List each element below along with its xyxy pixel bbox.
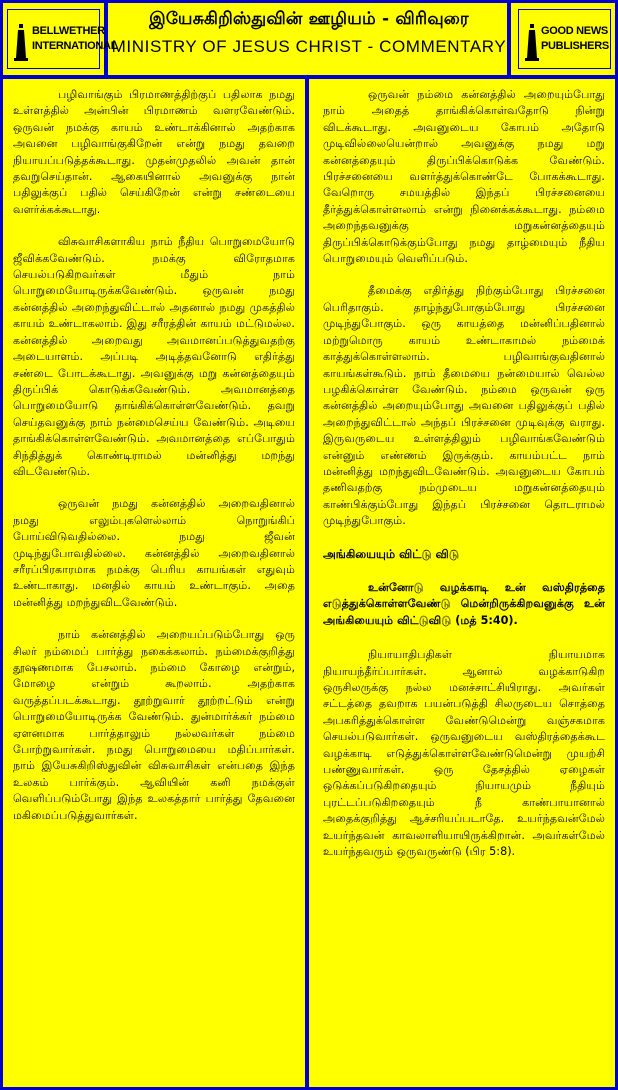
page-header <box>3 3 615 79</box>
lighthouse-icon <box>14 22 28 62</box>
left-logo-line1: BELLWETHER <box>32 25 105 37</box>
content-columns <box>3 79 615 1087</box>
good-news-logo <box>514 3 615 75</box>
scripture-verse: உன்னோடு வழக்காடி உன் வஸ்திரத்தை எடுத்துக்கொள்ளவேண்டு மென்றிருக்கிறவனுக்கு உன் அங்கியையும் விட்டுவிடு (மத் 5:40). <box>323 580 605 627</box>
lighthouse-icon <box>525 22 539 62</box>
paragraph: நியாயாதிபதிகள் நியாயமாக நியாயந்தீர்ப்பார்கள். ஆனால் வழக்காடுகிற ஒருசிலருக்கு நல்ல மனச்சாட்சியிராது. அவர்கள் சட்டத்தை தவறாக பயன்படுத்தி சிலருடைய சொத்தை அபகரித்துக்கொள்ள வேண்டுமென்று வஞ்சகமாக செயல்படுவார்கள். ஒருவனுடைய வஸ்திரத்தைக்கூட வழக்காடி எடுத்துக்கொள்ளவேண்டுமென்று முயற்சி பண்ணுவார்கள். ஒரு தேசத்தில் ஏழைகள் ஒடுக்கப்படுகிறதையும் நியாயமும் நீதியும் புரட்டப்படுகிறதையும் நீ காண்பாயானால் அதைக்குறித்து ஆச்சரியப்படாதே. உயர்ந்தவன்மேல் உயர்ந்தவன் காவலாளியாயிருக்கிறான். அவர்கள்மேல் உயர்ந்தவரும் ஒருவருண்டு (பிர 5:8). <box>323 648 605 859</box>
paragraph: தீமைக்கு எதிர்த்து நிற்கும்போது பிரச்சனை பெரிதாகும். தாழ்ந்துபோகும்போது பிரச்சனை முடிந்துபோகும். ஒரு காயத்தை மன்னிப்பதினால் மற்றுமொரு காயம் உண்டாகாமல் நம்மைக் காத்துக்கொள்ளலாம். பழிவாங்குவதினால் காயங்கள்கூடும். நாம் தீமையை நன்மையால் வெல்ல பழகிக்கொள்ள வேண்டும். நம்மை ஒருவன் ஒரு கன்னத்தில் அறையும்போது அவனை பதிலுக்குப் பதில் அறைந்துவிட்டால் அந்தப் பிரச்சனை முடிவுக்கு வராது. இருவருடைய உள்ளத்திலும் பழிவாங்கவேண்டும் என்னும் எண்ணம் இருக்கும். காயம்பட்ட நாம் மன்னித்து மறந்துவிடவேண்டும். அவனுடைய கோபம் தணிவதற்கு நம்முடைய மறுகன்னத்தையும் காண்பிக்கும்போது இந்தப் பிரச்சனை தொடராமல் முடிந்துபோகும். <box>323 284 605 528</box>
left-column <box>3 79 309 1087</box>
left-logo-line2: INTERNATIONAL <box>32 40 118 52</box>
right-logo-line2: PUBLISHERS <box>541 40 609 52</box>
paragraph: பழிவாங்கும் பிரமாணத்திற்குப் பதிலாக நமது உள்ளத்தில் அன்பின் பிரமாணம் வளரவேண்டும். ஒருவன் நமக்கு காயம் உண்டாக்கினால் அதற்காக அவனை பழிவாங்குகிறேன் என்று நமது தவறை நியாயப்படுத்தக்கூடாது. முதன்முதலில் அவன் தான் தவறுசெய்தான். ஆகையினால் அவனுக்கு நான் பதிலுக்குப் பதில் செய்கிறேன் என்று சண்டையை வளர்க்கக்கூடாது. <box>13 88 295 216</box>
paragraph: ஒருவன் நமது கன்னத்தில் அறைவதினால் நமது எலும்புகளெல்லாம் நொறுங்கிப் போய்விடுவதில்லை. நமது ஜீவன் முடிந்துபோவதில்லை. கன்னத்தில் அறைவதினால் சரீரப்பிரகாரமாக நமக்கு பெரிய காயங்கள் எதுவும் உண்டாகாது. மனதில் காயம் உண்டாகும். அதை மன்னித்து மறந்துவிடவேண்டும். <box>13 497 295 609</box>
title-tamil: இயேசுகிறிஸ்துவின் ஊழியம் - விரிவுரை <box>149 9 469 29</box>
paragraph: நாம் கன்னத்தில் அறையப்படும்போது ஒரு சிலர் நம்மைப் பார்த்து நகைக்கலாம். நம்மைக்குறித்து தூஷணமாக பேசலாம். நம்மை கோழை என்றும், மோழை என்றும் கூறலாம். அதற்காக வருத்தப்படக்கூடாது. தூற்றுவார் தூற்றட்டும் என்று பொறுமையோடிருக்க வேண்டும். துன்மார்க்கர் நம்மை ஏளனமாக பார்த்தாலும் நல்லவர்கள் நம்மை போற்றுவார்கள். நமது பொறுமையை மதிப்பார்கள். நாம் இயேசுகிறிஸ்துவின் விசுவாசிகள் என்பதை இந்த உலகம் பார்க்கும். ஆவியின் கனி நமக்குள் வெளிப்படும்போது இந்த உலகத்தார் பார்த்து தேவனை மகிமைப்படுத்துவார்கள். <box>13 628 295 822</box>
bellwether-logo <box>3 3 118 75</box>
right-logo-line1: GOOD NEWS <box>541 25 608 37</box>
right-column <box>313 79 615 1087</box>
title-english: MINISTRY OF JESUS CHRIST - COMMENTARY <box>111 37 507 56</box>
paragraph: விசுவாசிகளாகிய நாம் நீதிய பொறுமையோடு ஜீவிக்கவேண்டும். நமக்கு விரோதமாக செயல்படுகிறவர்கள் மீதும் நாம் பொறுமையோடிருக்கவேண்டும். ஒருவன் நமது கன்னத்தில் அறைந்துவிட்டால் அதனால் நமது முகத்தில் காயம் உண்டாகலாம். இது சரீரத்தின் காயம் மட்டுமல்ல. கன்னத்தில் அறைவது அவமானப்படுத்துவதற்கு அடையாளம். அப்படி அடித்தவனோடு எதிர்த்து சண்டை போடக்கூடாது. அவனுக்கு மறு கன்னத்தையும் திருப்பிக் கொடுக்கவேண்டும். அவமானத்தை பொறுமையோடு தாங்கிக்கொள்ளவேண்டும். தவறு செய்தவனுக்கு நாம் நன்மைசெய்ய வேண்டும். அடியை தாங்கிக்கொள்ளவேண்டும். அவமானத்தை எப்போதும் சிந்தித்துக் கொண்டிராமல் மன்னித்து மறந்து விடவேண்டும். <box>13 235 295 478</box>
title-block <box>111 3 511 75</box>
section-heading: அங்கியையும் விட்டு விடு <box>323 546 459 561</box>
paragraph: ஒருவன் நம்மை கன்னத்தில் அறையும்போது நாம் அதைத் தாங்கிக்கொள்வதோடு நின்று விடக்கூடாது. அவனுடைய கோபம் அதோடு முடிவில்லையென்றால் அவனுக்கு நமது மறு கன்னத்தையும் திருப்பிக்கொடுக்க வேண்டும். பிரச்சனையை வளர்த்துக்கொண்டே போகக்கூடாது. வேறொரு சமயத்தில் இந்தப் பிரச்சனையை தீர்த்துக்கொள்ளலாம் என்று நினைக்கக்கூடாது. நம்மை அறைந்தவனுக்கு மறுகன்னத்தையும் திருப்பிக்கொடுக்கும்போது நமது தாழ்மையும் நீதிய பொறுமையும் வெளிப்படும். <box>323 88 605 266</box>
